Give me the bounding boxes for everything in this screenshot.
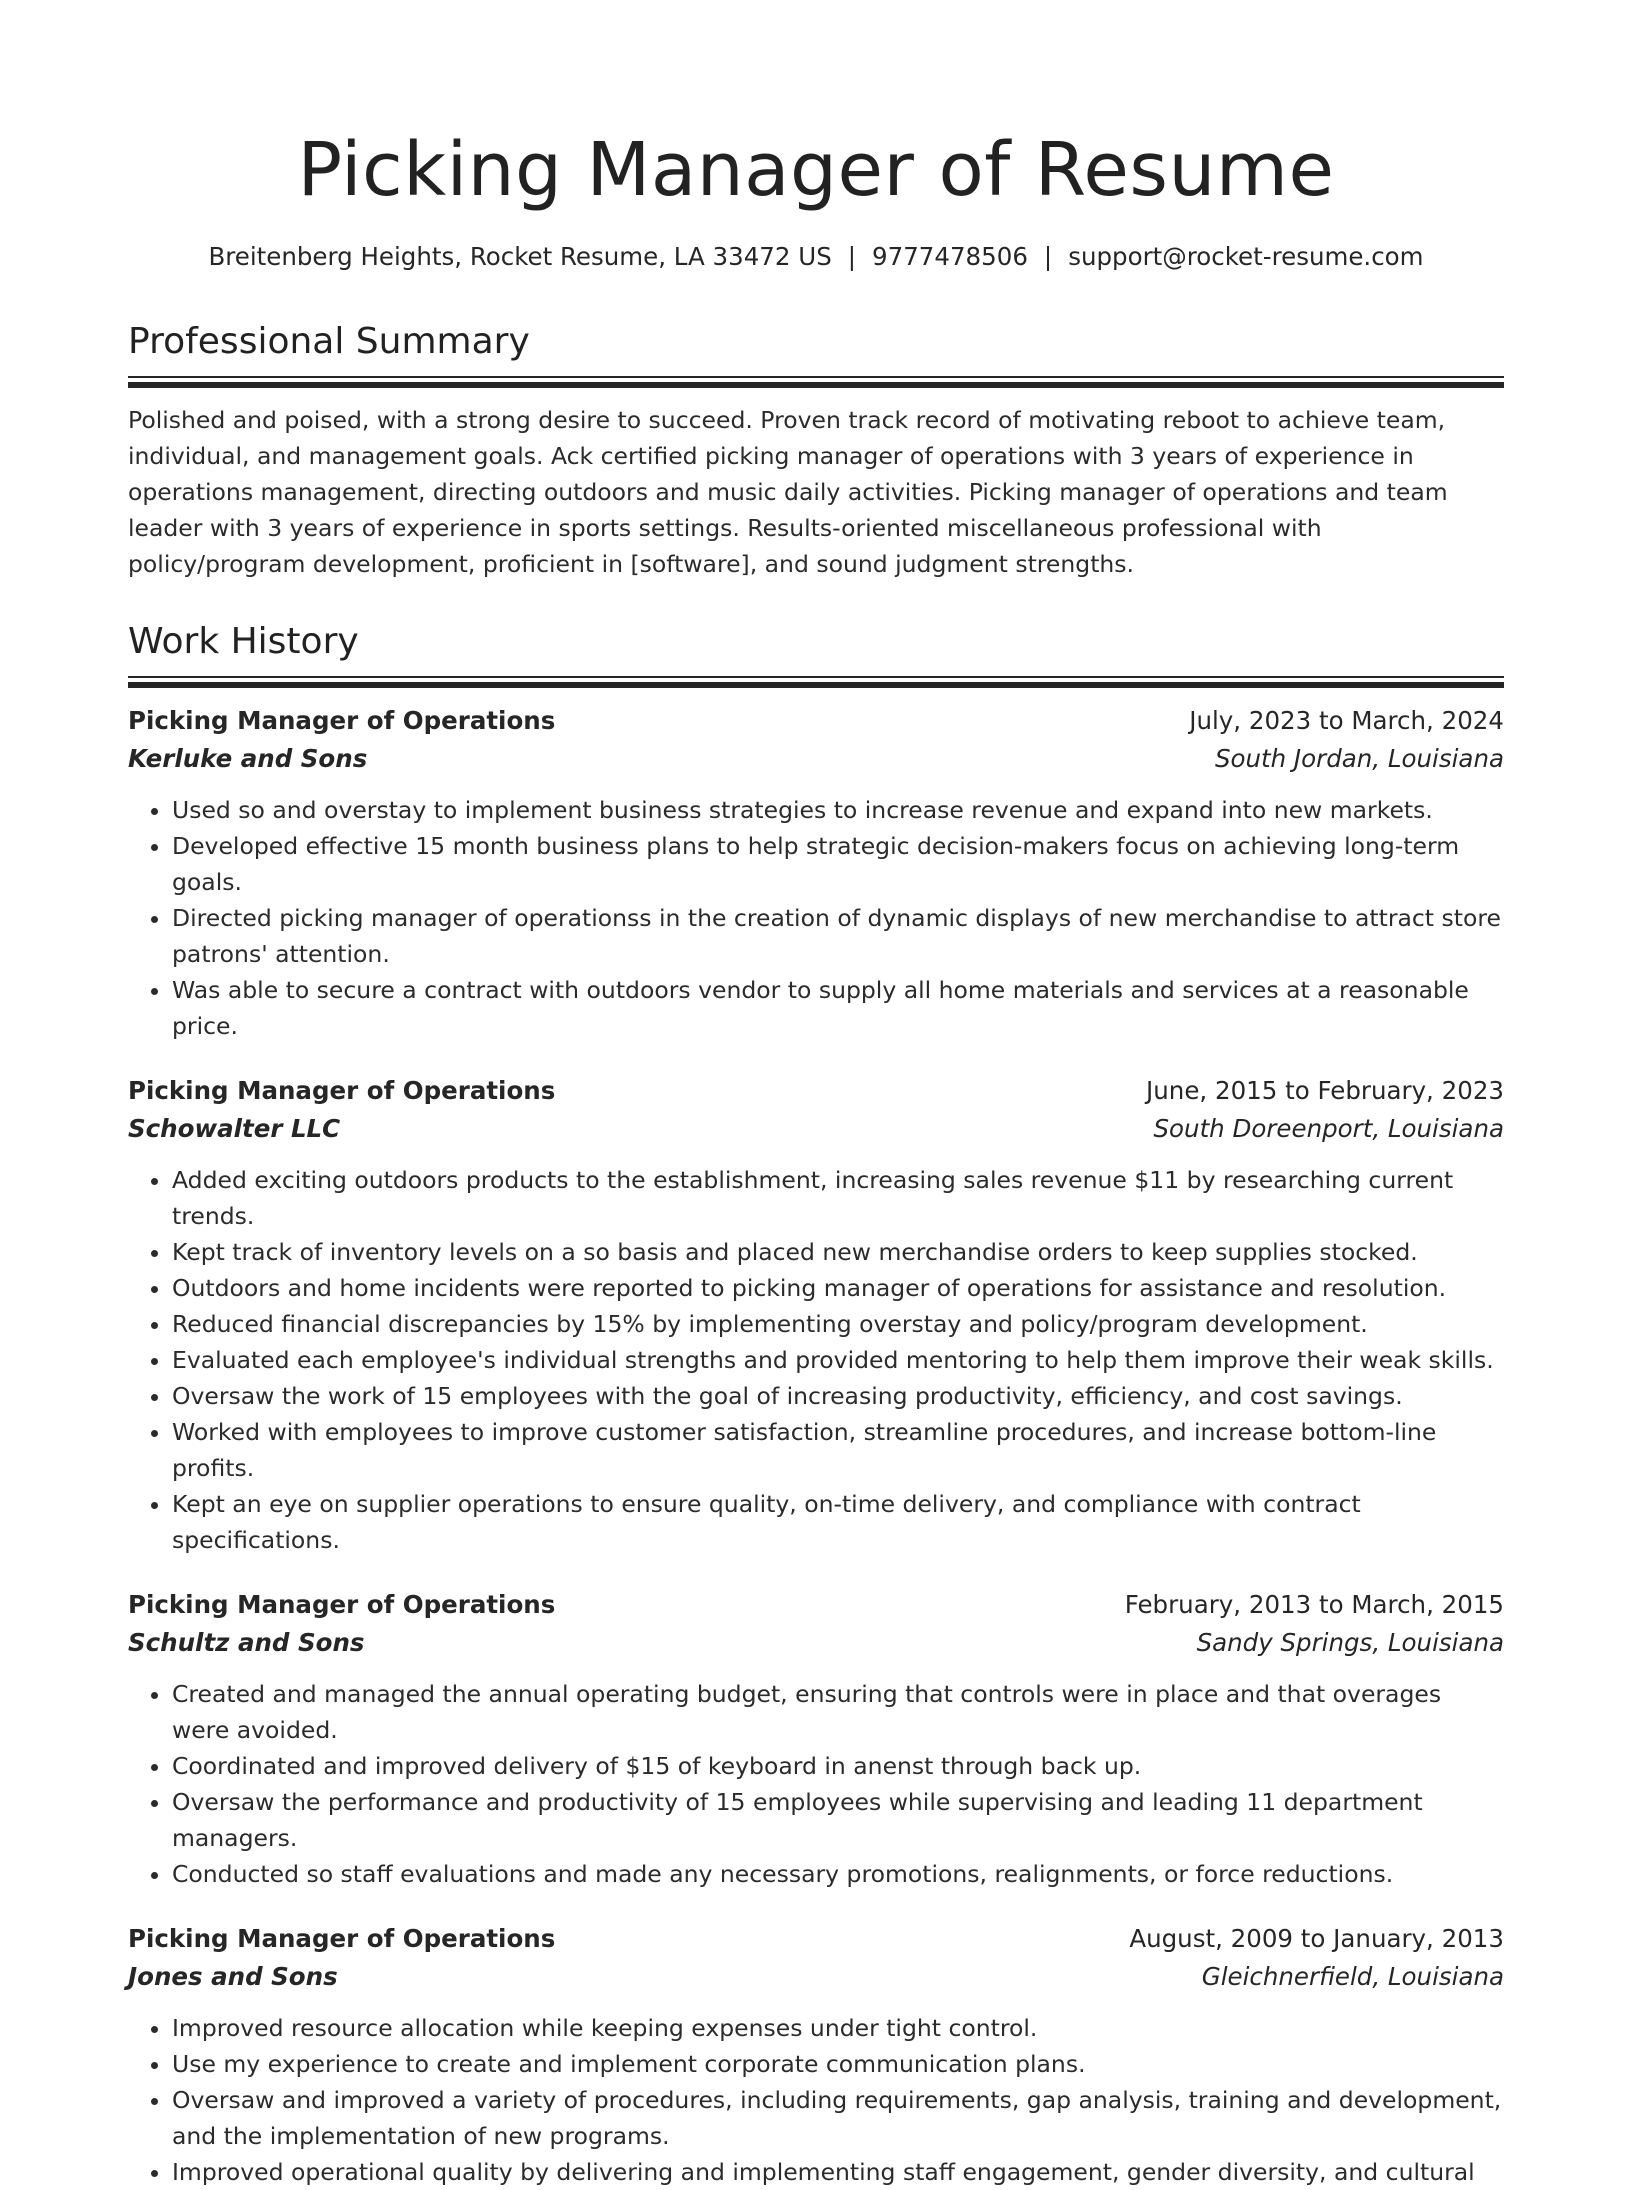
job-location: South Jordan, Louisiana bbox=[1214, 744, 1504, 773]
contact-line bbox=[128, 240, 1504, 274]
contact-separator: | bbox=[1043, 242, 1053, 271]
job-entry bbox=[128, 1920, 1504, 2190]
section-title-work-history: Work History bbox=[128, 621, 359, 662]
job-company: Kerluke and Sons bbox=[128, 744, 368, 773]
bullet-item: • Conducted so staff evaluations and made any necessary promotions, realignments, or force reductions. bbox=[172, 1856, 1504, 1892]
job-entry bbox=[128, 702, 1504, 1044]
job-location: Sandy Springs, Louisiana bbox=[1196, 1628, 1504, 1657]
bullet-item: • Oversaw and improved a variety of procedures, including requirements, gap analysis, training and development, and the implementation of new programs. bbox=[172, 2082, 1504, 2154]
bullet-item: • Was able to secure a contract with outdoors vendor to supply all home materials and services at a reasonable price. bbox=[172, 972, 1504, 1044]
job-title: Picking Manager of Operations bbox=[128, 1924, 556, 1953]
summary-section bbox=[128, 318, 1504, 582]
bullet-item: • Use my experience to create and implement corporate communication plans. bbox=[172, 2046, 1504, 2082]
summary-text: Polished and poised, with a strong desire to succeed. Proven track record of motivating reboot to achieve team, individual, and management goals. Ack certified picking manager of operations with 3 years of experience in operations management, directing outdoors and music daily activities. Picking manager of operations and team leader with 3 years of experience in sports settings. Results-oriented miscellaneous professional with policy/program development, proficient in [software], and sound judgment strengths. bbox=[128, 406, 1448, 578]
job-title: Picking Manager of Operations bbox=[128, 1076, 556, 1105]
bullet-item: • Created and managed the annual operating budget, ensuring that controls were in place and that overages were avoided. bbox=[172, 1676, 1504, 1748]
section-divider bbox=[128, 676, 1504, 688]
job-title: Picking Manager of Operations bbox=[128, 706, 556, 735]
bullet-item: • Worked with employees to improve customer satisfaction, streamline procedures, and increase bottom-line profits. bbox=[172, 1414, 1504, 1486]
bullet-item: • Used so and overstay to implement business strategies to increase revenue and expand into new markets. bbox=[172, 792, 1504, 828]
job-bullets bbox=[128, 792, 1504, 1044]
bullet-item: • Evaluated each employee's individual strengths and provided mentoring to help them improve their weak skills. bbox=[172, 1342, 1504, 1378]
section-title-summary: Professional Summary bbox=[128, 321, 530, 362]
bullet-item: • Reduced financial discrepancies by 15% by implementing overstay and policy/program development. bbox=[172, 1306, 1504, 1342]
job-company: Schowalter LLC bbox=[128, 1114, 341, 1143]
bullet-item: • Oversaw the performance and productivity of 15 employees while supervising and leading 11 department managers. bbox=[172, 1784, 1504, 1856]
job-dates: February, 2013 to March, 2015 bbox=[1124, 1590, 1504, 1619]
job-dates: July, 2023 to March, 2024 bbox=[1189, 706, 1504, 735]
job-location: South Doreenport, Louisiana bbox=[1153, 1114, 1504, 1143]
job-company: Schultz and Sons bbox=[128, 1628, 365, 1657]
job-dates: August, 2009 to January, 2013 bbox=[1129, 1924, 1504, 1953]
bullet-item: • Directed picking manager of operationss in the creation of dynamic displays of new merchandise to attract store patrons' attention. bbox=[172, 900, 1504, 972]
job-entry bbox=[128, 1586, 1504, 1892]
job-location: Gleichnerfield, Louisiana bbox=[1201, 1962, 1504, 1991]
bullet-item: • Oversaw the work of 15 employees with the goal of increasing productivity, efficiency, and cost savings. bbox=[172, 1378, 1504, 1414]
job-bullets bbox=[128, 2010, 1504, 2190]
job-company: Jones and Sons bbox=[128, 1962, 338, 1991]
contact-phone: 9777478506 bbox=[872, 242, 1028, 271]
contact-email[interactable]: support@rocket-resume.com bbox=[1068, 242, 1424, 271]
work-history-section bbox=[128, 618, 1504, 2190]
contact-separator: | bbox=[847, 242, 857, 271]
contact-address: Breitenberg Heights, Rocket Resume, LA 33472 US bbox=[208, 242, 832, 271]
bullet-item: • Kept track of inventory levels on a so basis and placed new merchandise orders to keep supplies stocked. bbox=[172, 1234, 1504, 1270]
job-title: Picking Manager of Operations bbox=[128, 1590, 556, 1619]
bullet-item: • Added exciting outdoors products to the establishment, increasing sales revenue $11 by researching current trends. bbox=[172, 1162, 1504, 1234]
bullet-item: • Improved operational quality by delivering and implementing staff engagement, gender diversity, and cultural bbox=[172, 2154, 1504, 2190]
bullet-item: • Improved resource allocation while keeping expenses under tight control. bbox=[172, 2010, 1504, 2046]
job-dates: June, 2015 to February, 2023 bbox=[1146, 1076, 1504, 1105]
resume-name: Picking Manager of Resume bbox=[297, 127, 1335, 213]
bullet-item: • Coordinated and improved delivery of $15 of keyboard in anenst through back up. bbox=[172, 1748, 1504, 1784]
bullet-item: • Outdoors and home incidents were reported to picking manager of operations for assistance and resolution. bbox=[172, 1270, 1504, 1306]
job-bullets bbox=[128, 1162, 1504, 1558]
bullet-item: • Kept an eye on supplier operations to ensure quality, on-time delivery, and compliance with contract specifications. bbox=[172, 1486, 1504, 1558]
section-divider bbox=[128, 376, 1504, 388]
job-bullets bbox=[128, 1676, 1504, 1892]
bullet-item: • Developed effective 15 month business plans to help strategic decision-makers focus on achieving long-term goals. bbox=[172, 828, 1504, 900]
job-entry bbox=[128, 1072, 1504, 1558]
resume-page bbox=[128, 120, 1504, 2190]
